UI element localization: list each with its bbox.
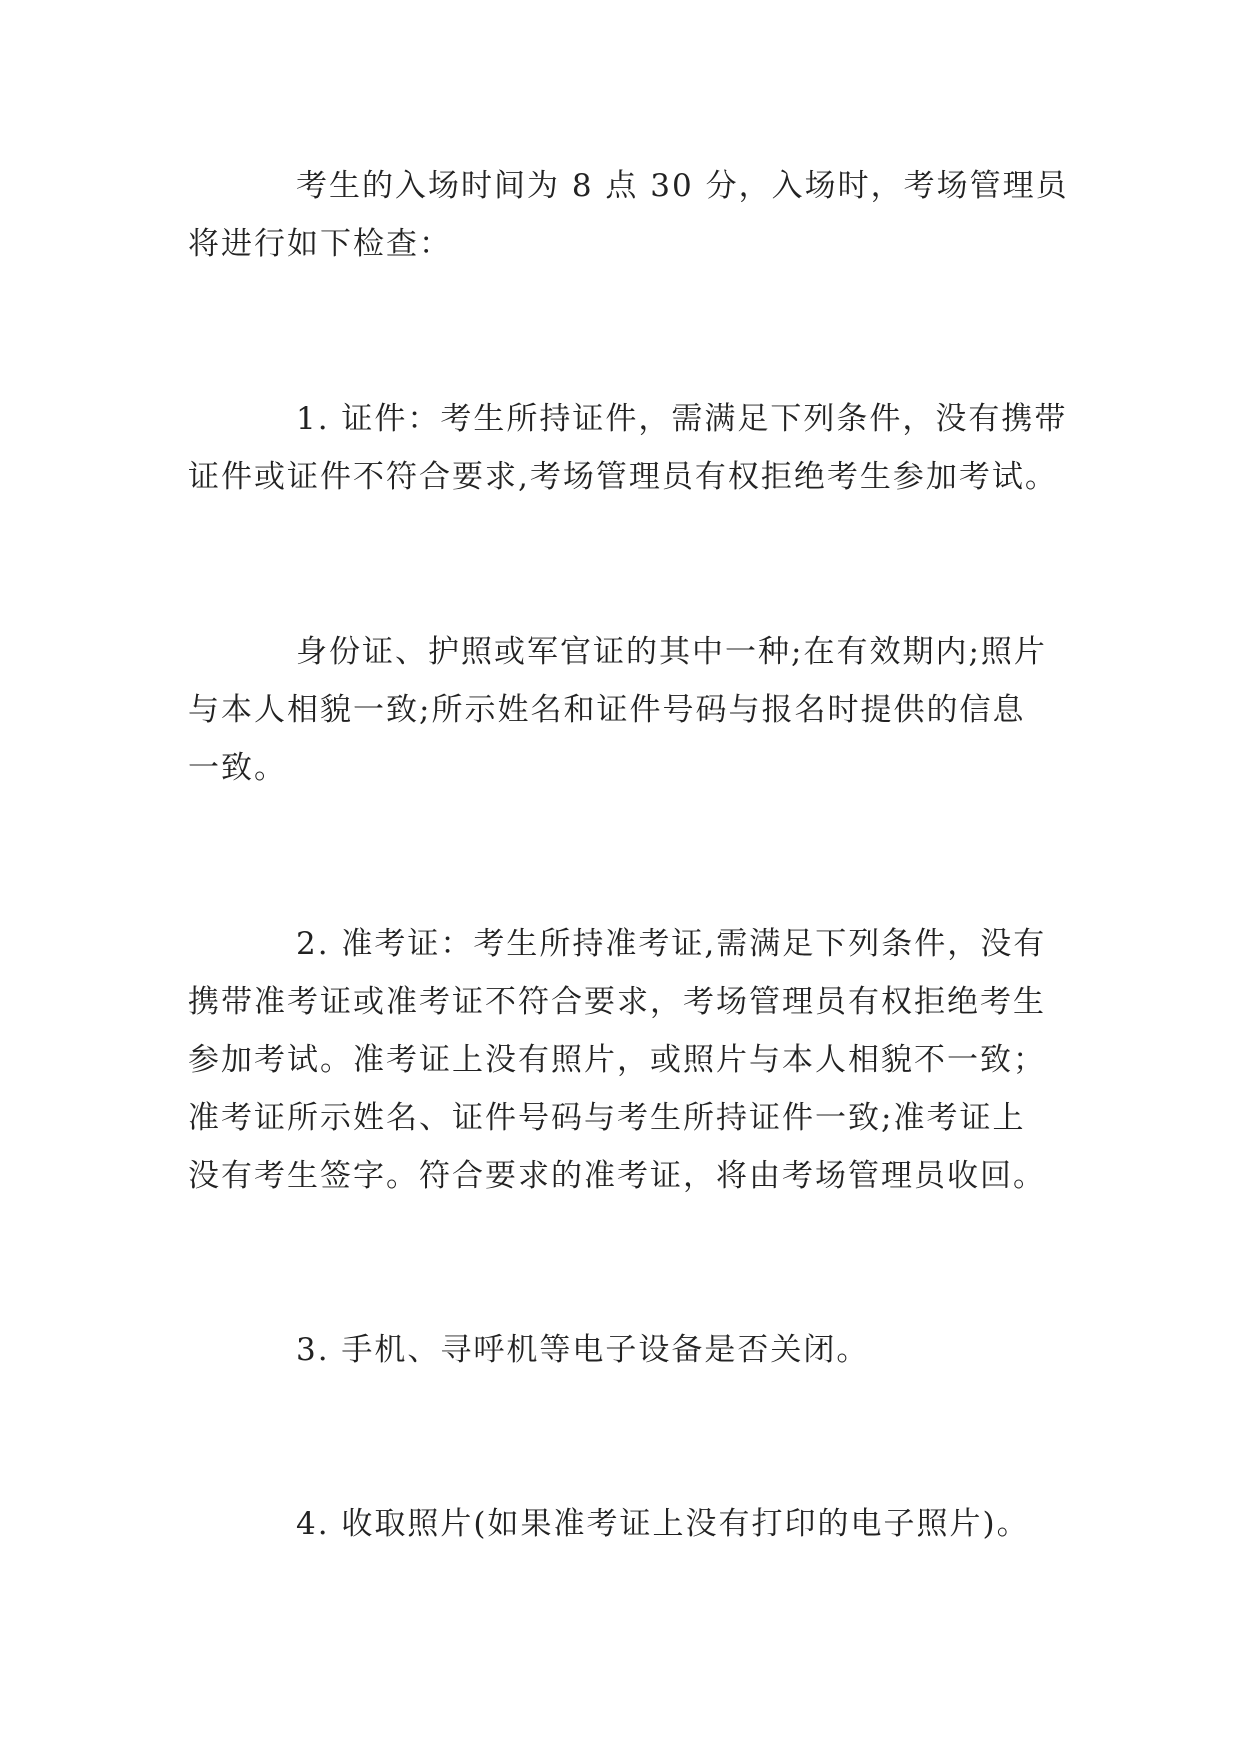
paragraph-line: 2. 准考证：考生所持准考证,需满足下列条件，没有 <box>296 926 1047 962</box>
paragraph-line: 3. 手机、寻呼机等电子设备是否关闭。 <box>296 1332 870 1368</box>
paragraph-id-documents <box>188 390 1068 506</box>
paragraph-id-requirements <box>188 623 1048 797</box>
paragraph-line: 身份证、护照或军官证的其中一种;在有效期内;照片 <box>296 634 1047 670</box>
paragraph-line: 参加考试。准考证上没有照片，或照片与本人相貌不一致； <box>188 1042 1046 1078</box>
paragraph-line: 与本人相貌一致;所示姓名和证件号码与报名时提供的信息 <box>188 692 1026 728</box>
paragraph-line: 携带准考证或准考证不符合要求，考场管理员有权拒绝考生 <box>188 984 1046 1020</box>
paragraph-electronic-devices <box>188 1321 1048 1379</box>
paragraph-admission-ticket <box>188 915 1048 1205</box>
paragraph-entry-time <box>188 157 1069 273</box>
paragraph-line: 将进行如下检查： <box>188 226 452 262</box>
paragraph-line: 一致。 <box>188 750 287 786</box>
paragraph-line: 准考证所示姓名、证件号码与考生所持证件一致;准考证上 <box>188 1100 1026 1136</box>
paragraph-line: 考生的入场时间为 8 点 30 分，入场时，考场管理员 <box>296 168 1069 204</box>
paragraph-line: 没有考生签字。符合要求的准考证，将由考场管理员收回。 <box>188 1158 1046 1194</box>
paragraph-line: 1. 证件：考生所持证件，需满足下列条件，没有携带 <box>296 401 1068 437</box>
paragraph-line: 证件或证件不符合要求,考场管理员有权拒绝考生参加考试。 <box>188 459 1058 495</box>
paragraph-line: 4. 收取照片(如果准考证上没有打印的电子照片)。 <box>296 1506 1030 1542</box>
paragraph-collect-photos <box>188 1495 1048 1553</box>
